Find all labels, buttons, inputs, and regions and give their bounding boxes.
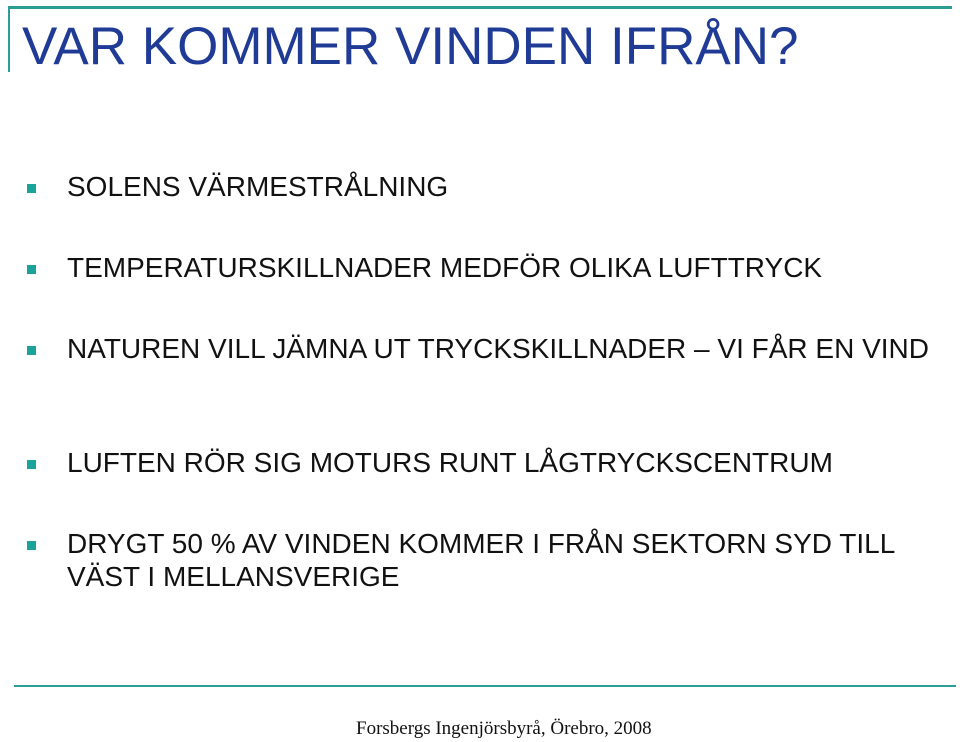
- square-bullet-icon: [27, 346, 36, 355]
- slide-footer: Forsbergs Ingenjörsbyrå, Örebro, 2008: [356, 718, 652, 739]
- square-bullet-icon: [27, 460, 36, 469]
- bullet-text: DRYGT 50 % AV VINDEN KOMMER I FRÅN SEKTORN SYD TILL VÄST I MELLANSVERIGE: [67, 528, 895, 592]
- bullet-text: SOLENS VÄRMESTRÅLNING: [67, 171, 449, 202]
- bullet-text: LUFTEN RÖR SIG MOTURS RUNT LÅGTRYCKSCENTRUM: [67, 447, 833, 478]
- square-bullet-icon: [27, 265, 36, 274]
- top-divider: [8, 6, 952, 9]
- bullet-text: TEMPERATURSKILLNADER MEDFÖR OLIKA LUFTTRYCK: [67, 252, 823, 283]
- square-bullet-icon: [27, 184, 36, 193]
- square-bullet-icon: [27, 541, 36, 550]
- bottom-divider: [14, 685, 956, 687]
- bullet-text: NATUREN VILL JÄMNA UT TRYCKSKILLNADER – VI FÅR EN VIND: [67, 333, 929, 364]
- slide-title: VAR KOMMER VINDEN IFRÅN?: [22, 17, 799, 76]
- title-side-rule: [8, 6, 10, 72]
